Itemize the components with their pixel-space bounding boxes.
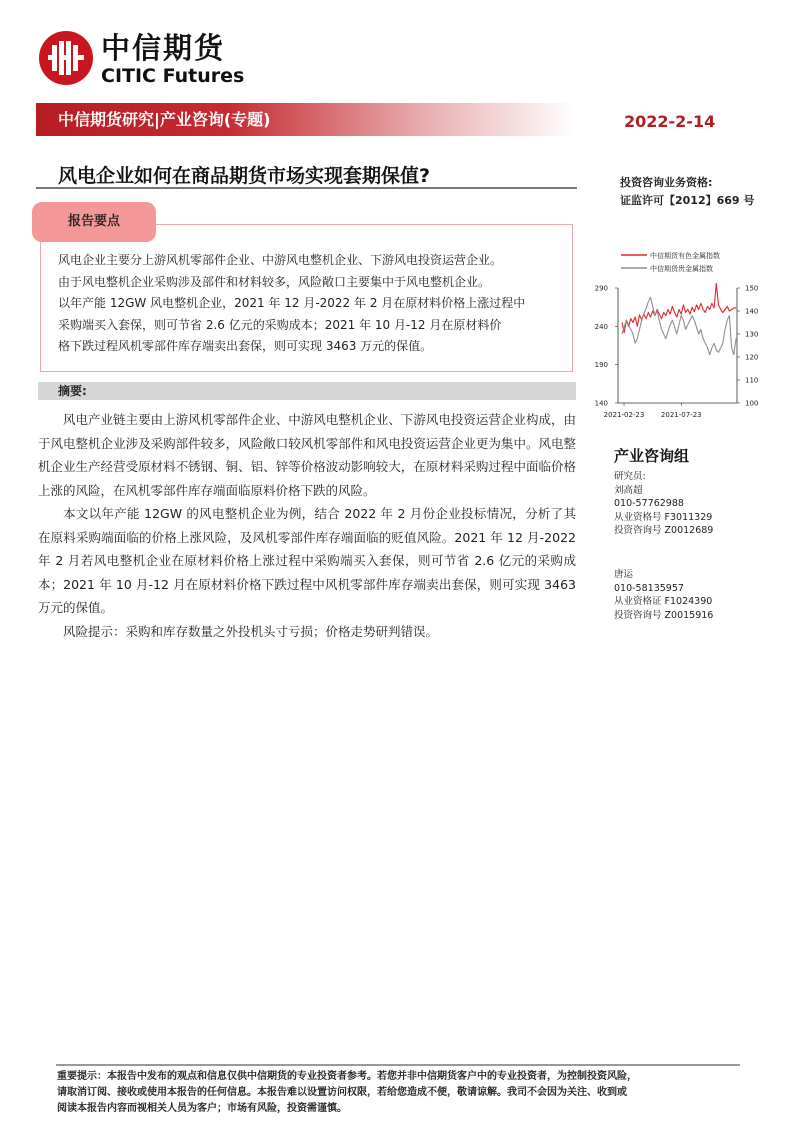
analyst-license: 从业资格证 F1024390 xyxy=(614,596,713,607)
x-tick-label: 2021-07-23 xyxy=(660,411,702,419)
key-points-text xyxy=(58,250,563,358)
abstract-paragraph: 风险提示：采购和库存数量之外投机头寸亏损；价格走势研判错误。 xyxy=(63,623,439,639)
key-point-line: 以年产能 12GW 风电整机企业，2021 年 12 月-2022 年 2 月在原材料价格上涨过程中 xyxy=(58,296,526,310)
footer-disclaimer xyxy=(57,1069,742,1117)
analyst-phone: 010-57762988 xyxy=(614,498,684,509)
footer-divider xyxy=(56,1064,740,1066)
legend-label-precious: 中信期货贵金属指数 xyxy=(650,265,713,273)
title-divider xyxy=(36,187,577,189)
footer-line: 阅读本报告内容而视相关人员为客户；市场有风险，投资需谨慎。 xyxy=(57,1103,347,1114)
key-point-line: 风电企业主要分上游风机零部件企业、中游风电整机企业、下游风电投资运营企业。 xyxy=(58,253,503,267)
y-right-tick-label: 100 xyxy=(745,399,759,408)
group-title: 产业咨询组 xyxy=(614,447,690,465)
qualification-line-2: 证监许可【2012】669 号 xyxy=(620,194,755,207)
y-right-tick-label: 110 xyxy=(745,376,759,385)
key-point-line: 格下跌过程风机零部件库存端卖出套保，则可实现 3463 万元的保值。 xyxy=(58,339,433,353)
analyst-role: 研究员: xyxy=(614,471,646,482)
key-point-line: 由于风电整机企业采购涉及部件和材料较多，风险敞口主要集中于风电整机企业。 xyxy=(58,274,491,289)
brand-name-en: CITIC Futures xyxy=(101,65,245,87)
y-left-tick-label: 290 xyxy=(594,284,608,293)
report-date: 2022-2-14 xyxy=(624,112,716,131)
analyst-license: 从业资格号 F3011329 xyxy=(614,511,713,523)
citic-logo-icon xyxy=(38,30,94,86)
key-points-label: 报告要点 xyxy=(67,214,120,229)
analyst-phone: 010-58135957 xyxy=(614,582,684,594)
footer-line: 重要提示：本报告中发布的观点和信息仅供中信期货的专业投资者参考。若您并非中信期货客户中的专业投资者，为控制投资风险， xyxy=(57,1071,637,1082)
y-left-tick-label: 190 xyxy=(594,361,608,370)
key-point-line: 采购端买入套保，则可节省 2.6 亿元的采购成本；2021 年 10 月-12 月在原材料价 xyxy=(58,317,502,332)
analyst-name: 唐运 xyxy=(614,569,634,580)
abstract-body xyxy=(38,408,576,643)
section-label: 中信期货研究|产业咨询(专题) xyxy=(58,110,271,129)
y-right-tick-label: 130 xyxy=(745,330,759,339)
footer-line: 请取消订阅、接收或使用本报告的任何信息。本报告难以设置访问权限，若给您造成不便，敬请谅解。我司不会因为关注、收到或 xyxy=(57,1087,627,1098)
analyst-card xyxy=(614,568,713,622)
analyst-consult: 投资咨询号 Z0012689 xyxy=(614,525,714,536)
y-left-tick-label: 140 xyxy=(594,399,608,408)
brand-name-cn: 中信期货 xyxy=(101,31,226,65)
y-right-tick-label: 150 xyxy=(745,284,759,293)
abstract-paragraph: 风电产业链主要由上游风机零部件企业、中游风电整机企业、下游风电投资运营企业构成，由于风电整机企业涉及采购部件较多，风险敞口较风机零部件和风电投资运营企业更为集中。风电整机企业生产经营受原材料不锈钢、铜、铝、锌等价格波动影响较大，在原材料采购过程中面临价格上涨的风险，在风机零部件库存端面临原料价格下跌的风险。 xyxy=(38,412,576,498)
qualification-line-1: 投资咨询业务资格: xyxy=(620,176,713,189)
legend-label-nonferrous: 中信期货有色金属指数 xyxy=(650,252,720,260)
y-right-tick-label: 120 xyxy=(745,353,759,362)
analyst-card xyxy=(614,470,713,538)
page-title: 风电企业如何在商品期货市场实现套期保值? xyxy=(58,165,431,187)
x-tick-label: 2021-02-23 xyxy=(603,411,645,419)
abstract-paragraph: 本文以年产能 12GW 的风电整机企业为例，结合 2022 年 2 月份企业投标情况，分析了其在原料采购端面临的价格上涨风险，及风机零部件库存端面临的贬值风险。2021 年 12 月-2022 年 2 月若风电整机企业在原材料价格上涨过程中采购端买入套保，则可节省 2.6 亿元的采购成本；2021 年 10 月-12 月在原材料价格下跌过程中风机零部件库存端卖出套保，则可实现 3463 万元的保值。 xyxy=(38,506,576,615)
y-left-tick-label: 240 xyxy=(594,322,608,331)
abstract-label: 摘要: xyxy=(58,384,87,398)
analyst-name: 刘高超 xyxy=(614,484,643,496)
qualification xyxy=(620,174,754,210)
analyst-consult: 投资咨询号 Z0015916 xyxy=(614,609,714,621)
abstract-bar xyxy=(38,382,576,400)
y-right-tick-label: 140 xyxy=(745,307,759,316)
index-chart xyxy=(585,243,775,423)
